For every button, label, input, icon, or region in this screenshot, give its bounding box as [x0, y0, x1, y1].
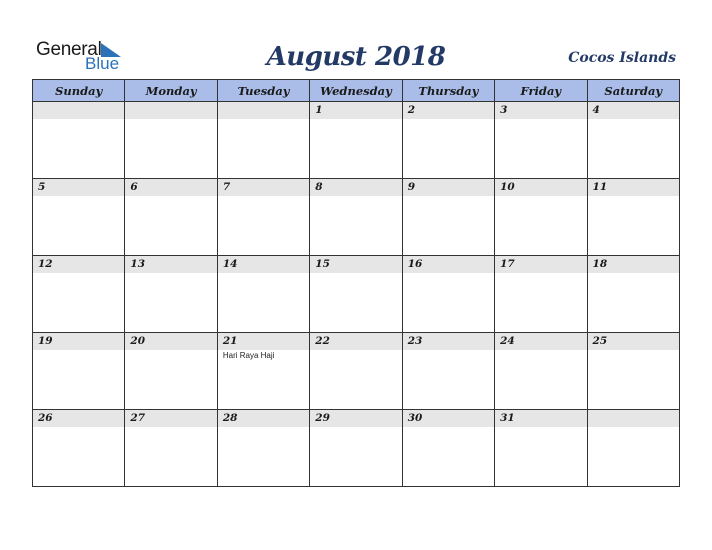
day-cell: [495, 410, 587, 487]
day-number: 23: [403, 333, 494, 350]
day-cell: [310, 179, 402, 256]
week-row: [33, 179, 680, 256]
day-cell: [33, 256, 125, 333]
day-number: 12: [33, 256, 124, 273]
day-number: 16: [403, 256, 494, 273]
weekday-header-row: [33, 80, 680, 102]
week-row: [33, 333, 680, 410]
day-number: 2: [403, 102, 494, 119]
day-number: 18: [588, 256, 679, 273]
brand-logo: [36, 40, 126, 74]
week-row: [33, 256, 680, 333]
day-cell: [495, 102, 587, 179]
day-number: 5: [33, 179, 124, 196]
day-cell: [217, 410, 309, 487]
day-cell: [217, 102, 309, 179]
day-number: 31: [495, 410, 586, 427]
day-cell: [587, 179, 679, 256]
day-number: 30: [403, 410, 494, 427]
weekday-header: Wednesday: [310, 80, 402, 102]
day-number: 24: [495, 333, 586, 350]
day-number: 10: [495, 179, 586, 196]
day-cell: [310, 102, 402, 179]
day-cell: [125, 102, 217, 179]
day-cell: [33, 179, 125, 256]
day-number: [33, 102, 124, 119]
weekday-header: Thursday: [402, 80, 494, 102]
day-cell: [587, 333, 679, 410]
day-number: 8: [310, 179, 401, 196]
day-number: 20: [125, 333, 216, 350]
day-cell: [402, 179, 494, 256]
day-cell: [125, 256, 217, 333]
day-cell: [125, 333, 217, 410]
day-number: 13: [125, 256, 216, 273]
logo-text-general: General: [36, 39, 102, 60]
day-number: 28: [218, 410, 309, 427]
day-number: 29: [310, 410, 401, 427]
day-number: 9: [403, 179, 494, 196]
day-cell: [587, 410, 679, 487]
day-cell: [217, 179, 309, 256]
day-number: [125, 102, 216, 119]
week-row: [33, 410, 680, 487]
day-cell: [495, 333, 587, 410]
day-cell: [310, 410, 402, 487]
day-cell: [402, 256, 494, 333]
weekday-header: Sunday: [33, 80, 125, 102]
weekday-header: Saturday: [587, 80, 679, 102]
day-number: 7: [218, 179, 309, 196]
day-number: 11: [588, 179, 679, 196]
day-cell: [125, 179, 217, 256]
day-number: 1: [310, 102, 401, 119]
week-row: [33, 102, 680, 179]
day-number: 14: [218, 256, 309, 273]
day-cell: [33, 410, 125, 487]
day-number: 17: [495, 256, 586, 273]
day-cell: [587, 102, 679, 179]
day-cell: [587, 256, 679, 333]
day-number: 26: [33, 410, 124, 427]
day-number: 6: [125, 179, 216, 196]
calendar-grid: [32, 79, 680, 487]
day-number: [218, 102, 309, 119]
day-cell: [495, 179, 587, 256]
day-cell: [33, 333, 125, 410]
page-title: August 2018: [266, 42, 446, 72]
day-number: 4: [588, 102, 679, 119]
day-number: 15: [310, 256, 401, 273]
day-cell: [217, 333, 309, 410]
day-number: 27: [125, 410, 216, 427]
day-cell: [402, 410, 494, 487]
day-cell: [33, 102, 125, 179]
weekday-header: Tuesday: [217, 80, 309, 102]
logo-text-blue: Blue: [85, 54, 120, 73]
day-number: 21: [218, 333, 309, 350]
day-number: [588, 410, 679, 427]
day-cell: [402, 102, 494, 179]
day-cell: [310, 333, 402, 410]
weekday-header: Monday: [125, 80, 217, 102]
weekday-header: Friday: [495, 80, 587, 102]
holiday-label: Hari Raya Haji: [222, 351, 275, 360]
day-cell: [495, 256, 587, 333]
day-cell: [402, 333, 494, 410]
day-cell: [217, 256, 309, 333]
day-number: 3: [495, 102, 586, 119]
day-cell: [310, 256, 402, 333]
day-number: 19: [33, 333, 124, 350]
day-number: 25: [588, 333, 679, 350]
day-cell: [125, 410, 217, 487]
country-name: Cocos Islands: [568, 50, 676, 66]
day-number: 22: [310, 333, 401, 350]
